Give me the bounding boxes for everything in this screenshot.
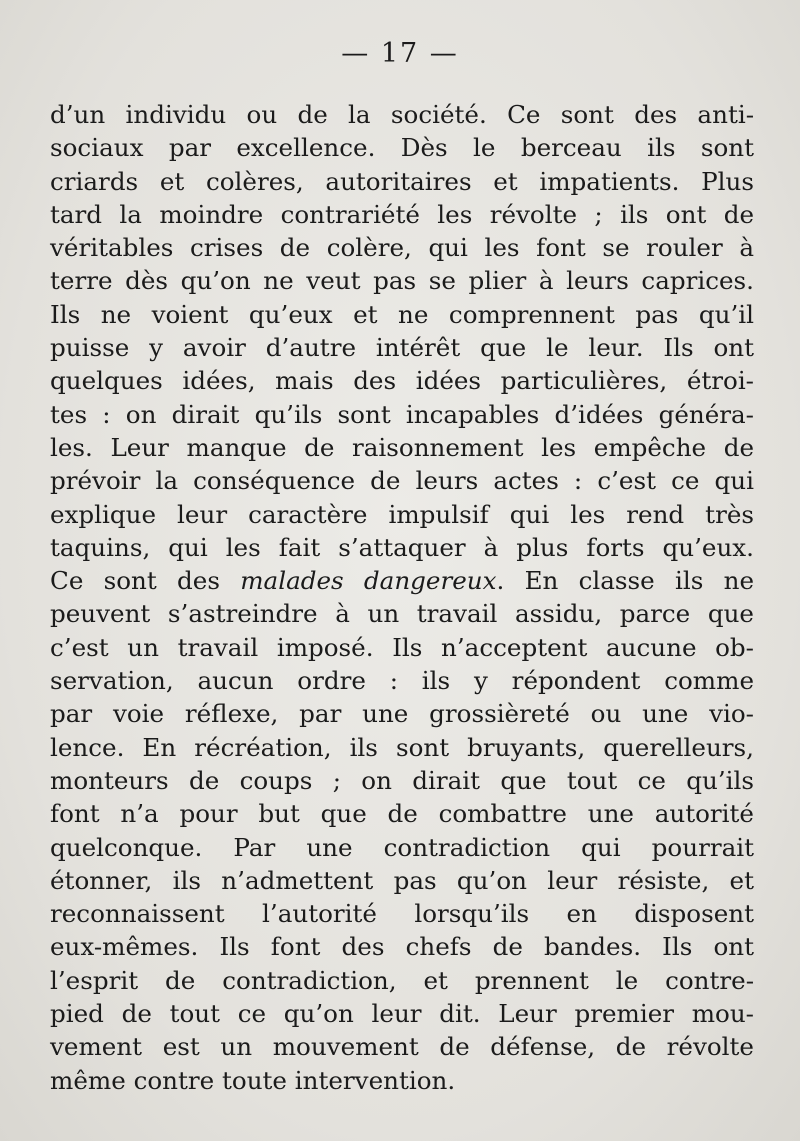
text-segment: . En classe ils ne (496, 566, 754, 596)
text-line: tard la moindre contrariété les révolte ; ils ont de (50, 199, 754, 229)
text-line: eux-mêmes. Ils font des chefs de bandes. Ils ont (50, 932, 754, 962)
page-number: — 17 — (341, 38, 459, 69)
text-line: étonner, ils n’admettent pas qu’on leur résiste, et (50, 865, 754, 895)
text-line: quelques idées, mais des idées particulières, étroi- (50, 366, 754, 396)
text-line: font n’a pour but que de combattre une autorité (50, 799, 754, 829)
text-line: terre dès qu’on ne veut pas se plier à leurs caprices. (50, 266, 754, 296)
text-line: taquins, qui les fait s’attaquer à plus forts qu’eux. (50, 532, 754, 562)
text-line: l’esprit de contradiction, et prennent le contre- (50, 965, 754, 995)
text-line: pied de tout ce qu’on leur dit. Leur premier mou- (50, 999, 754, 1029)
italic-phrase: malades dangereux (240, 566, 497, 596)
text-line: criards et colères, autoritaires et impatients. Plus (50, 166, 754, 196)
text-line: Ils ne voient qu’eux et ne comprennent pas qu’il (50, 299, 754, 329)
text-line (50, 564, 754, 597)
text-line: prévoir la conséquence de leurs actes : c’est ce qui (50, 466, 754, 496)
text-line: c’est un travail imposé. Ils n’acceptent aucune ob- (50, 632, 754, 662)
body-text (50, 98, 754, 1097)
text-line: sociaux par excellence. Dès le berceau ils sont (50, 133, 754, 163)
text-line: par voie réflexe, par une grossièreté ou une vio- (50, 699, 754, 729)
text-line: vement est un mouvement de défense, de révolte (50, 1032, 754, 1062)
text-line: même contre toute intervention. (50, 1065, 456, 1095)
text-line: tes : on dirait qu’ils sont incapables d’idées généra- (50, 399, 754, 429)
text-line: puisse y avoir d’autre intérêt que le leur. Ils ont (50, 333, 754, 363)
text-line: d’un individu ou de la société. Ce sont des anti- (50, 100, 754, 129)
text-line: reconnaissent l’autorité lorsqu’ils en disposent (50, 899, 754, 929)
text-line: peuvent s’astreindre à un travail assidu, parce que (50, 599, 754, 629)
text-line: quelconque. Par une contradiction qui pourrait (50, 832, 754, 862)
text-segment: Ce sont des (50, 566, 241, 596)
text-line: explique leur caractère impulsif qui les rend très (50, 499, 754, 529)
text-line: véritables crises de colère, qui les font se rouler à (50, 233, 754, 263)
text-line: servation, aucun ordre : ils y répondent comme (50, 666, 754, 696)
text-line: les. Leur manque de raisonnement les empêche de (50, 432, 754, 462)
text-line: lence. En récréation, ils sont bruyants, querelleurs, (50, 732, 754, 762)
text-line: monteurs de coups ; on dirait que tout ce qu’ils (50, 765, 754, 795)
